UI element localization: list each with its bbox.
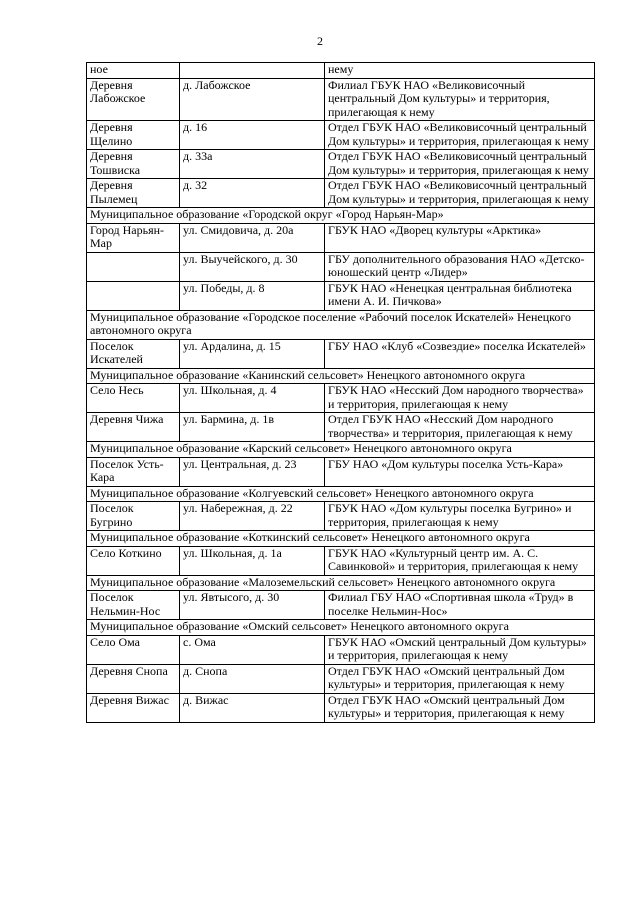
institution-cell: Отдел ГБУК НАО «Омский центральный Дом культуры» и территория, прилегающая к нему <box>325 693 595 722</box>
institutions-table <box>86 62 595 723</box>
institution-cell: ГБУК НАО «Омский центральный Дом культуры» и территория, прилегающая к нему <box>325 635 595 664</box>
address-cell: д. 16 <box>180 121 325 150</box>
table-row <box>87 63 595 79</box>
address-cell: д. Вижас <box>180 693 325 722</box>
settlement-cell: Деревня Вижас <box>87 693 180 722</box>
settlement-cell: Деревня Пылемец <box>87 179 180 208</box>
institution-cell: ГБУК НАО «Ненецкая центральная библиотека имени А. И. Пичкова» <box>325 281 595 310</box>
address-cell: д. 33а <box>180 150 325 179</box>
institution-cell: ГБУК НАО «Дворец культуры «Арктика» <box>325 223 595 252</box>
settlement-cell: Поселок Усть-Кара <box>87 457 180 486</box>
address-cell: ул. Смидовича, д. 20а <box>180 223 325 252</box>
table-body <box>87 63 595 723</box>
institution-cell: ГБУК НАО «Культурный центр им. А. С. Савинковой» и территория, прилегающая к нему <box>325 546 595 575</box>
table-row <box>87 179 595 208</box>
institution-cell: ГБУ дополнительного образования НАО «Детско-юношеский центр «Лидер» <box>325 252 595 281</box>
address-cell: ул. Центральная, д. 23 <box>180 457 325 486</box>
table-row <box>87 635 595 664</box>
table-row <box>87 457 595 486</box>
section-row <box>87 442 595 458</box>
address-cell: ул. Ардалина, д. 15 <box>180 339 325 368</box>
institution-cell: ГБУ НАО «Клуб «Созвездие» поселка Искателей» <box>325 339 595 368</box>
table-row <box>87 121 595 150</box>
address-cell: д. Лабожское <box>180 78 325 121</box>
settlement-cell: ное <box>87 63 180 79</box>
table-row <box>87 502 595 531</box>
table-row <box>87 413 595 442</box>
section-row <box>87 368 595 384</box>
table-row <box>87 339 595 368</box>
table-row <box>87 223 595 252</box>
address-cell: д. 32 <box>180 179 325 208</box>
section-heading: Муниципальное образование «Малоземельский сельсовет» Ненецкого автономного округа <box>87 575 595 591</box>
table-row <box>87 252 595 281</box>
settlement-cell: Село Коткино <box>87 546 180 575</box>
address-cell <box>180 63 325 79</box>
settlement-cell <box>87 252 180 281</box>
settlement-cell: Город Нарьян-Мар <box>87 223 180 252</box>
address-cell: ул. Школьная, д. 4 <box>180 384 325 413</box>
table-row <box>87 546 595 575</box>
section-heading: Муниципальное образование «Омский сельсовет» Ненецкого автономного округа <box>87 620 595 636</box>
section-row <box>87 575 595 591</box>
section-heading: Муниципальное образование «Коткинский сельсовет» Ненецкого автономного округа <box>87 531 595 547</box>
settlement-cell: Деревня Лабожское <box>87 78 180 121</box>
settlement-cell: Поселок Искателей <box>87 339 180 368</box>
table-row <box>87 150 595 179</box>
table-row <box>87 591 595 620</box>
section-row <box>87 310 595 339</box>
table-row <box>87 281 595 310</box>
institution-cell: нему <box>325 63 595 79</box>
section-heading: Муниципальное образование «Колгуевский сельсовет» Ненецкого автономного округа <box>87 486 595 502</box>
institution-cell: ГБУ НАО «Дом культуры поселка Усть-Кара» <box>325 457 595 486</box>
institution-cell: ГБУК НАО «Дом культуры поселка Бугрино» и территория, прилегающая к нему <box>325 502 595 531</box>
table-row <box>87 693 595 722</box>
settlement-cell: Поселок Нельмин-Нос <box>87 591 180 620</box>
page-number: 2 <box>317 34 323 48</box>
table-row <box>87 78 595 121</box>
settlement-cell: Деревня Щелино <box>87 121 180 150</box>
institution-cell: Филиал ГБУК НАО «Великовисочный центральный Дом культуры» и территория, прилегающая к нему <box>325 78 595 121</box>
address-cell: ул. Набережная, д. 22 <box>180 502 325 531</box>
section-heading: Муниципальное образование «Канинский сельсовет» Ненецкого автономного округа <box>87 368 595 384</box>
table-row <box>87 664 595 693</box>
address-cell: ул. Бармина, д. 1в <box>180 413 325 442</box>
institution-cell: ГБУК НАО «Несский Дом народного творчества» и территория, прилегающая к нему <box>325 384 595 413</box>
settlement-cell: Деревня Чижа <box>87 413 180 442</box>
institution-cell: Отдел ГБУК НАО «Великовисочный центральный Дом культуры» и территория, прилегающая к нему <box>325 121 595 150</box>
institution-cell: Филиал ГБУ НАО «Спортивная школа «Труд» в поселке Нельмин-Нос» <box>325 591 595 620</box>
settlement-cell: Деревня Снопа <box>87 664 180 693</box>
settlement-cell: Деревня Тошвиска <box>87 150 180 179</box>
address-cell: д. Снопа <box>180 664 325 693</box>
settlement-cell: Село Несь <box>87 384 180 413</box>
section-heading: Муниципальное образование «Городское поселение «Рабочий поселок Искателей» Ненецкого автономного округа <box>87 310 595 339</box>
section-heading: Муниципальное образование «Городской округ «Город Нарьян-Мар» <box>87 208 595 224</box>
settlement-cell <box>87 281 180 310</box>
address-cell: ул. Выучейского, д. 30 <box>180 252 325 281</box>
section-heading: Муниципальное образование «Карский сельсовет» Ненецкого автономного округа <box>87 442 595 458</box>
institution-cell: Отдел ГБУК НАО «Несский Дом народного творчества» и территория, прилегающая к нему <box>325 413 595 442</box>
address-cell: ул. Школьная, д. 1а <box>180 546 325 575</box>
institution-cell: Отдел ГБУК НАО «Великовисочный центральный Дом культуры» и территория, прилегающая к нему <box>325 179 595 208</box>
settlement-cell: Поселок Бугрино <box>87 502 180 531</box>
table-row <box>87 384 595 413</box>
institution-cell: Отдел ГБУК НАО «Великовисочный центральный Дом культуры» и территория, прилегающая к нему <box>325 150 595 179</box>
address-cell: с. Ома <box>180 635 325 664</box>
section-row <box>87 620 595 636</box>
settlement-cell: Село Ома <box>87 635 180 664</box>
address-cell: ул. Победы, д. 8 <box>180 281 325 310</box>
section-row <box>87 208 595 224</box>
address-cell: ул. Явтысого, д. 30 <box>180 591 325 620</box>
section-row <box>87 486 595 502</box>
section-row <box>87 531 595 547</box>
institution-cell: Отдел ГБУК НАО «Омский центральный Дом культуры» и территория, прилегающая к нему <box>325 664 595 693</box>
